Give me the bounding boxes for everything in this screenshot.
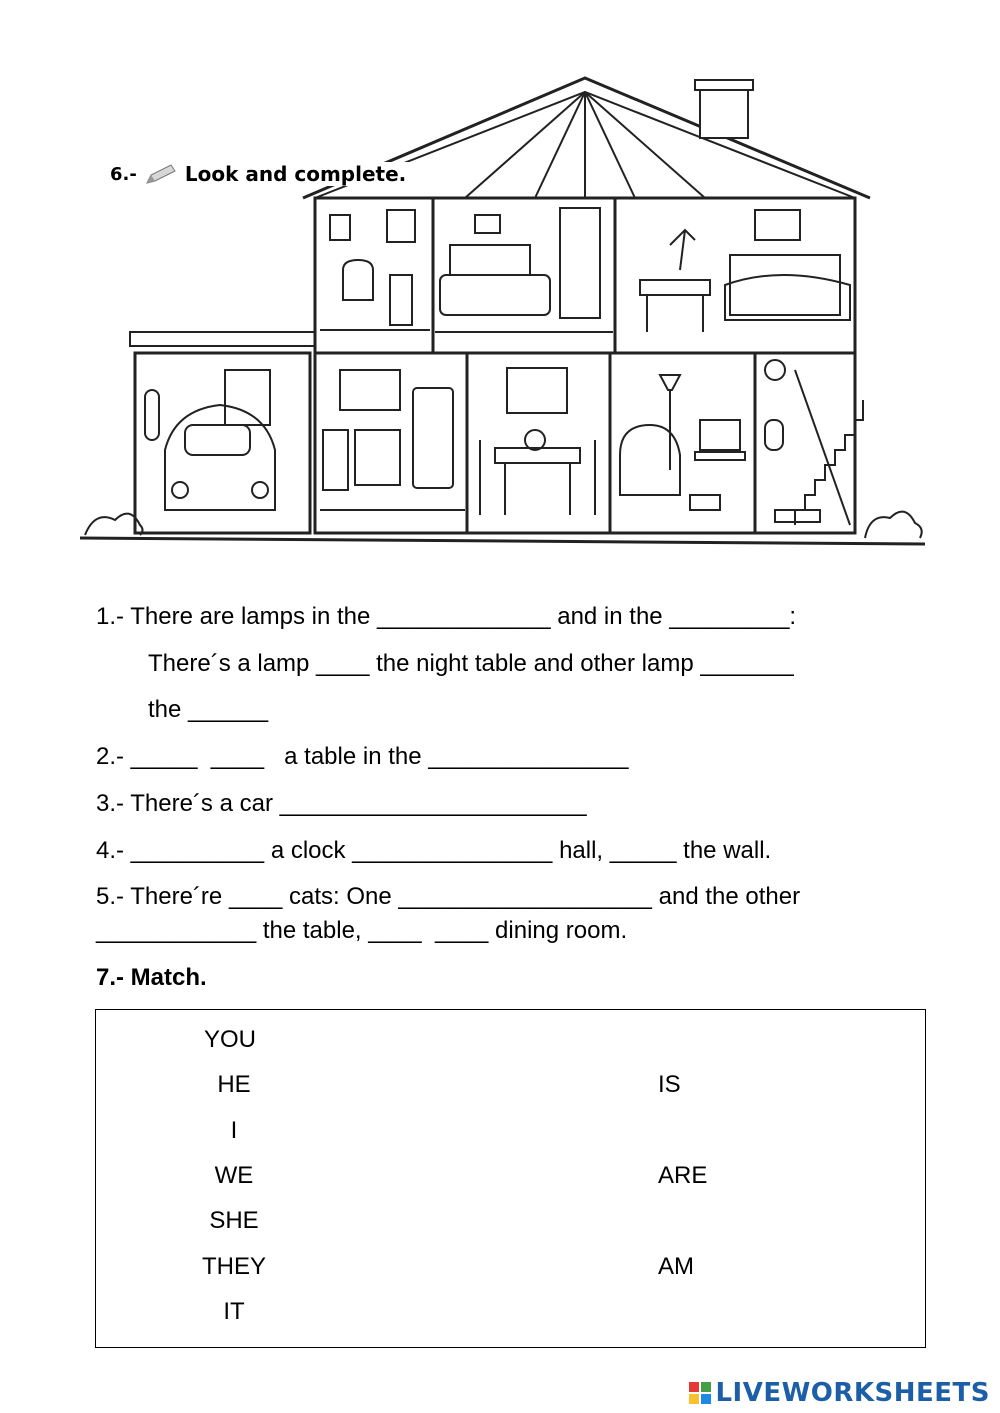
question-1-line-3: the ______ bbox=[148, 696, 269, 723]
exercise-6-number: 6.- bbox=[110, 163, 137, 185]
exercise-7-title: 7.- Match. bbox=[96, 964, 207, 991]
pronoun-item[interactable]: THEY bbox=[201, 1253, 266, 1280]
exercise-6-title: Look and complete. bbox=[184, 162, 407, 186]
question-3: 3.- There´s a car _______________________ bbox=[96, 790, 587, 817]
pronoun-item[interactable]: IT bbox=[223, 1298, 245, 1325]
pronoun-item[interactable]: SHE bbox=[209, 1207, 259, 1234]
verb-item[interactable]: ARE bbox=[658, 1162, 708, 1189]
verb-item[interactable]: IS bbox=[658, 1071, 681, 1098]
house-illustration bbox=[75, 70, 930, 550]
question-2: 2.- _____ ____ a table in the _______________ bbox=[96, 743, 629, 770]
question-1-line-1: 1.- There are lamps in the _____________ and in the _________: bbox=[96, 603, 797, 630]
liveworksheets-logo bbox=[689, 1378, 990, 1408]
pencil-icon bbox=[143, 163, 179, 185]
verb-item[interactable]: AM bbox=[658, 1253, 694, 1280]
question-5-line-2: ____________ the table, ____ ____ dining room. bbox=[96, 917, 628, 944]
exercise-6-heading bbox=[110, 162, 412, 186]
pronoun-item[interactable]: WE bbox=[214, 1162, 254, 1189]
question-5-line-1: 5.- There´re ____ cats: One ___________________ and the other bbox=[96, 883, 801, 910]
question-4: 4.- __________ a clock _______________ hall, _____ the wall. bbox=[96, 837, 772, 864]
pronoun-item[interactable]: HE bbox=[217, 1071, 251, 1098]
logo-squares-icon bbox=[689, 1382, 711, 1404]
logo-text: LIVEWORKSHEETS bbox=[715, 1378, 990, 1408]
pronoun-item[interactable]: I bbox=[230, 1117, 238, 1144]
question-1-line-2: There´s a lamp ____ the night table and other lamp _______ bbox=[148, 650, 794, 677]
pronoun-item[interactable]: YOU bbox=[203, 1026, 256, 1053]
